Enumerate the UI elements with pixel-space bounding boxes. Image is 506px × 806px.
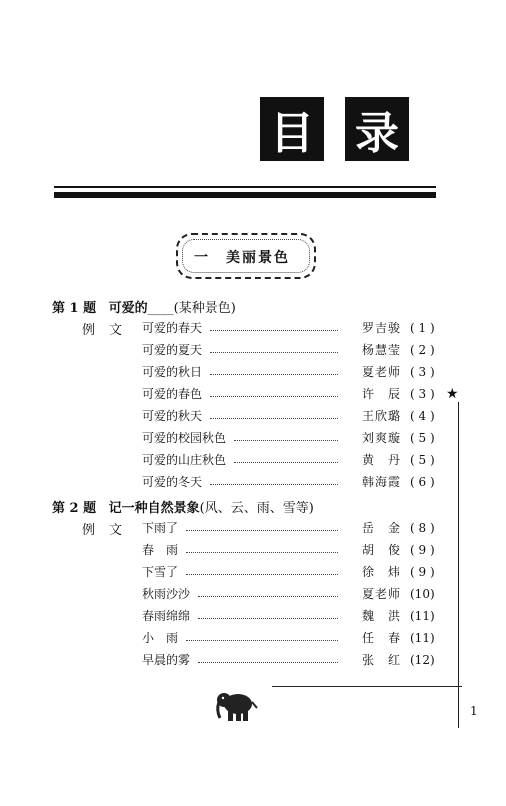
leader-dots (186, 563, 338, 575)
toc-entry[interactable] (142, 585, 438, 603)
entry-page: ( 9 ) (410, 543, 435, 557)
entry-title: 小 雨 (142, 631, 179, 645)
topic-1-heading (52, 297, 236, 316)
leader-dots (186, 541, 338, 553)
entry-author: 刘爽璇 (362, 431, 402, 445)
entry-title: 秋雨沙沙 (142, 587, 191, 601)
toc-entry[interactable] (142, 563, 438, 581)
entry-author: 黄 丹 (362, 453, 402, 467)
entry-page: ( 5 ) (410, 453, 435, 467)
heading-char-2: 录 (355, 108, 399, 159)
topic-note: (某种景色) (173, 301, 236, 316)
entry-author: 夏老师 (362, 587, 402, 601)
page-number: 1 (470, 704, 478, 718)
entry-title: 可爱的秋日 (142, 365, 203, 379)
entry-author: 杨慧莹 (362, 343, 402, 357)
elephant-icon (214, 688, 258, 724)
entry-title: 春 雨 (142, 543, 179, 557)
leader-dots (186, 519, 338, 531)
leader-dots (198, 607, 338, 619)
leader-dots (210, 385, 338, 397)
entry-page: ( 2 ) (410, 343, 435, 357)
entry-page: ( 8 ) (410, 521, 435, 535)
entry-title: 可爱的春色 (142, 387, 203, 401)
entry-author: 魏 洪 (362, 609, 402, 623)
title-rule-thick (54, 192, 436, 198)
leader-dots (234, 429, 338, 441)
example-label: 例文 (82, 323, 137, 338)
entry-page: ( 9 ) (410, 565, 435, 579)
leader-dots (210, 319, 338, 331)
entry-title: 可爱的校园秋色 (142, 431, 227, 445)
entry-author: 韩海霞 (362, 475, 402, 489)
toc-entry[interactable] (142, 607, 438, 625)
entry-title: 可爱的秋天 (142, 409, 203, 423)
toc-entry[interactable] (142, 473, 438, 491)
entry-author: 王欣璐 (362, 409, 402, 423)
entry-page: (11) (410, 631, 435, 645)
entry-title: 早晨的雾 (142, 653, 191, 667)
toc-entry[interactable] (142, 363, 438, 381)
toc-entry[interactable] (142, 341, 438, 359)
leader-dots (210, 341, 338, 353)
title-rule-thin (54, 186, 436, 188)
section-title: 美丽景色 (226, 250, 290, 266)
toc-entry[interactable] (142, 541, 438, 559)
footer-rule (272, 686, 462, 687)
entry-page: ( 5 ) (410, 431, 435, 445)
heading-char-mu (260, 97, 324, 161)
toc-entry[interactable] (142, 451, 438, 469)
entry-page: (12) (410, 653, 435, 667)
entry-page: ( 3 ) (410, 365, 435, 379)
toc-entry[interactable] (142, 651, 438, 669)
topic-2-heading (52, 497, 314, 516)
toc-entry[interactable] (142, 519, 438, 537)
leader-dots (210, 473, 338, 485)
topic-title: 可爱的 (108, 301, 148, 316)
topic-label: 第 2 题 (52, 501, 97, 516)
entry-title: 下雨了 (142, 521, 179, 535)
entry-title: 可爱的山庄秋色 (142, 453, 227, 467)
topic-blank: ____ (147, 301, 174, 316)
entry-title: 下雪了 (142, 565, 179, 579)
leader-dots (186, 629, 338, 641)
section-badge (176, 233, 316, 279)
entry-page: ( 4 ) (410, 409, 435, 423)
entry-page: (10) (410, 587, 435, 601)
entry-author: 罗吉骏 (362, 321, 402, 335)
entry-title: 春雨绵绵 (142, 609, 191, 623)
heading-char-lu (345, 97, 409, 161)
entry-title: 可爱的夏天 (142, 343, 203, 357)
margin-rule (458, 402, 459, 728)
entry-author: 徐 炜 (362, 565, 402, 579)
entry-page: ( 3 ) (410, 387, 435, 401)
toc-entry[interactable] (142, 629, 438, 647)
section-number: 一 (194, 250, 208, 266)
entry-title: 可爱的春天 (142, 321, 203, 335)
leader-dots (198, 585, 338, 597)
topic-label: 第 1 题 (52, 301, 97, 316)
entry-page: (11) (410, 609, 435, 623)
topic-note: (风、云、雨、雪等) (199, 501, 314, 516)
leader-dots (210, 363, 338, 375)
leader-dots (234, 451, 338, 463)
entry-author: 夏老师 (362, 365, 402, 379)
entry-page: ( 1 ) (410, 321, 435, 335)
heading-char-1: 目 (270, 108, 314, 159)
example-label: 例文 (82, 523, 137, 538)
entry-author: 许 辰 (362, 387, 402, 401)
entry-author: 胡 俊 (362, 543, 402, 557)
entry-page: ( 6 ) (410, 475, 435, 489)
leader-dots (198, 651, 338, 663)
toc-entry[interactable] (142, 429, 438, 447)
leader-dots (210, 407, 338, 419)
entry-author: 岳 金 (362, 521, 402, 535)
star-icon: ★ (446, 386, 459, 402)
entry-author: 张 红 (362, 653, 402, 667)
toc-entry[interactable] (142, 407, 438, 425)
entry-title: 可爱的冬天 (142, 475, 203, 489)
toc-entry[interactable] (142, 385, 438, 403)
toc-entry[interactable] (142, 319, 438, 337)
entry-author: 任 春 (362, 631, 402, 645)
topic-title: 记一种自然景象 (108, 501, 200, 516)
